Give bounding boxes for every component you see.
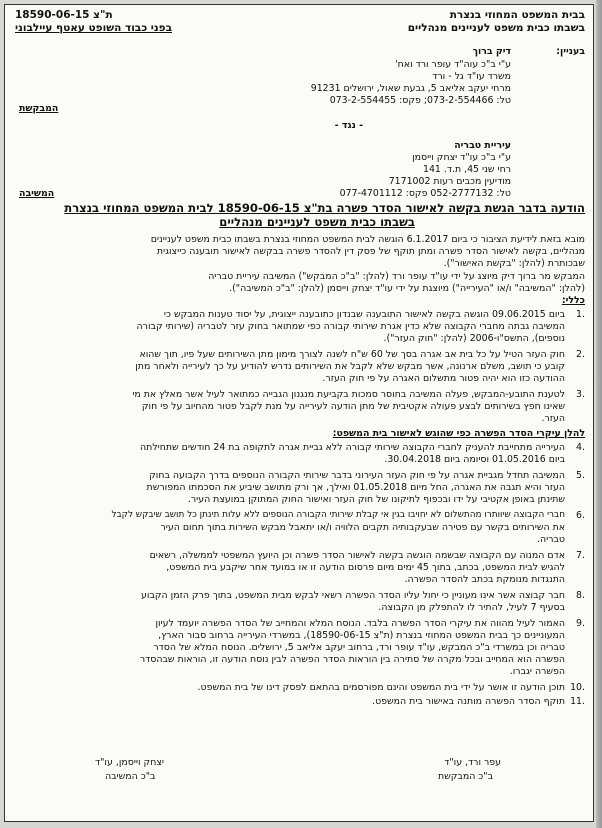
section-heading-settlement: להלן עיקרי הסדר הפשרה כפי שהוגש לאישור בית המשפט: (332, 428, 585, 439)
item-number: 11. (570, 696, 585, 707)
item-number: 1. (576, 309, 585, 320)
item-line: בסעיף 7 לעיל, להתיר לו להתפלק מן הקבוצה. (378, 602, 565, 613)
respondent-line: טל: 052-2777132 פקס: 077-4701112 (339, 188, 511, 199)
item-line: חבר קבוצה אשר אינו מעוניין כי יחול עליו הסדר הפשרה רשאי לבקש מבית המשפט, בתוך פרק הזמן הקבוע (141, 590, 565, 601)
versus: - נגד - (334, 120, 363, 131)
item-line: המשיבה תחדל מגביית אגרה על פי חוק העזר העירוני בדבר שירותי הקבורה הנוספים בדרך הקבועה בחוק (149, 470, 565, 481)
intro-line: (להלן: "המשיבה" ו/או "העירייה") מיוצגת על ידי עו"ד יצחק וייסמן (להלן: "ב"כ המשיבה"). (229, 283, 585, 294)
petitioner-intro: בעניין: (556, 46, 585, 57)
item-line: העירייה מתחייבת להעניק לחברי הקבוצה שירותי קבורה ללא גביית אגרה לתקופה בת 24 חודשים שתחילתה (140, 442, 565, 453)
item-line: להגיש לבית המשפט, בכתב, בתוך 45 ימים מיום פרסום הודעה זו או במועד אחר שיקבע בית המשפט, (166, 562, 565, 573)
notice-title-line2: בשבתו כבית משפט לעניינים מנהליים (219, 215, 415, 229)
section-heading-general: כללי: (561, 295, 585, 306)
item-line: ההודעה כזו הוא יהיה פטור מתשלום האגרה על פי חוק העזר. (322, 373, 565, 384)
court-session: בשבתו כבית משפט לעניינים מנהליים (407, 22, 585, 34)
item-number: 6. (576, 510, 585, 521)
item-number: 2. (576, 349, 585, 360)
signature-petitioner-counsel: עפר ורד, עו"ד (444, 757, 501, 768)
item-line: חוק העזר הטיל על כל בית אב אגרה בסך של 60 ש"ח לשנה לצורך מימון מתן השירותים שעל פיו, תוך שהוא (139, 349, 565, 360)
item-line: הפשרה יגברו. (509, 666, 565, 677)
petitioner-line: משרד עו"ד גל - ורד (432, 71, 511, 82)
item-line: תוכן הודעה זו אושר על ידי בית המשפט והינם מפורסמים בהתאם לפסק דינו של בית המשפט. (197, 682, 565, 693)
judge-name: בפני כבוד השופט עאטף עיילבוני (15, 22, 172, 34)
item-line: העזר. (541, 413, 565, 424)
item-line: אדם המנוה עם הקבוצה שבשמה הוגשה בקשה לאישור הסדר פשרה וכן היועץ המשפטי לממשלה, רשאים (149, 550, 565, 561)
petitioner-name: דיק ברוך (472, 46, 511, 57)
item-number: 10. (570, 682, 585, 693)
item-line: קובע כי תושב, משלם ארנונה, אשר מבקש שלא לקבל את השירותים נדרש להודיע על כך לעירייה ולאחר מתן (135, 361, 565, 372)
item-line: לטענת התובע-המבקש, פעלה המשיבה בחוסר סמכות בקביעת מנגנון הגבייה כמתואר לעיל אשר מאלץ את מי (132, 389, 565, 400)
petitioner-line: מרחי יעקב אליאב 5, גבעת שאול, ירושלים 91231 (310, 83, 511, 94)
intro-line: שבכותרת (להלן: "בקשת האישור"). (443, 258, 585, 269)
intro-line: מובא בזאת לידיעת הציבור כי ביום 6.1.2017 הוגשה לבית המשפט המחוזי בנצרת בשבתו כבית משפט לעניינים (150, 234, 585, 245)
respondent-role: המשיבה (19, 188, 55, 199)
petitioner-line: טל: 073-2-554466; פקס: 073-2-554455 (329, 95, 511, 106)
item-line: חברי הקבוצה שיוותרו מהתשלום לא יחויבו בגין אי קבלת שירותי הקבורה הנוספים ללא עלות תינתן כל תושב שיבקש לקבל (111, 510, 565, 520)
case-number: ת"צ 18590-06-15 (15, 9, 113, 21)
respondent-line: ע"י ב"כ עו"ד יצחק וייסמן (412, 152, 511, 163)
item-line: ביום 09.06.2015 הוגשה בקשה לאישור התובענה שבנדון כתובענה ייצוגית, על יסוד טענות המבקש כי (163, 309, 565, 320)
item-number: 7. (576, 550, 585, 561)
item-line: טבריה וכן במשרדי ב"כ המבקש, עו"ד עופר ורד, ברחוב יעקב אליאב 5, ירושלים. הנוסח המלא של הסדר (153, 642, 565, 653)
court-name: בבית המשפט המחוזי בנצרת (449, 9, 585, 21)
item-line: תוקף הסדר הפשרה מותנה באישור בית המשפט. (372, 696, 565, 707)
item-line: ביום 01.05.2016 וסיומה ביום 30.04.2018. (384, 454, 565, 465)
adjacent-page-edge (596, 0, 602, 828)
intro-line: מנהליים, בקשה לאישור הסדר פשרה ומתן תוקף של פסק דין להסדר פשרה בבקשה לאישור תובענה כייצוגית (156, 246, 585, 257)
item-line: שאינו חפץ בשירותים לבצע פעולה אקטיבית של מתן הודעה לעירייה על מנת לקבל פטור מהחיוב על פי חוק (141, 401, 565, 412)
intro-line: המבקש מר ברוך דיק מיוצג על ידי עו"ד עופר ורד (להלן: "ב"כ המבקש") המשיבה עיריית טבריה (208, 271, 585, 282)
petitioner-role: המבקשת (19, 103, 59, 114)
petitioner-line: ע"י ב"כ עוה"ד עופר ורד ואח' (395, 59, 511, 70)
item-number: 9. (576, 618, 585, 629)
signature-petitioner-role: ב"כ המבקשת (437, 771, 493, 782)
item-line: שתינתן באופן אקטיבי על ידו ובכפוף לתיקונו של חוק העזר ואישור החוק המתוקן במועצת העיר. (187, 494, 565, 505)
signature-respondent-role: ב"כ המשיבה (105, 771, 156, 782)
item-number: 5. (576, 470, 585, 481)
item-line: נוספים), התשס"ו-2006 (להלן: "חוק העזר"). (383, 333, 565, 344)
item-line: התנגדות מנומקת בכתב להסדר הפשרה. (404, 574, 565, 585)
item-line: המעוניינים כך בבית המשפט המחוזי בנצרת (ת"צ 18590-06-15), במשרדי העירייה ברחוב סבור הארץ, (158, 630, 565, 641)
item-line: המשיבה גבתה מחברי הקבוצה שלא כדין אגרת שירותי קבורה כפי שמתואר בחוק עזר לטבריה (שירותי קבורה (136, 321, 565, 332)
item-line: האמור לעיל מהווה את עיקרי הסדר הפשרה בלבד. הנוסח המלא והמחייב של הסדר הפשרה יועמד לעיון (155, 618, 565, 629)
item-number: 8. (576, 590, 585, 601)
respondent-line: רחי שני 45, ת.ד. 141 (423, 164, 511, 175)
item-line: העזר והיא תגבה את האגרה, החל מיום 01.05.2018 ואילך, אך ורק מתושב שיביע את הסכמתו המפורשת (146, 482, 565, 493)
item-line: טבריה. (537, 534, 565, 545)
respondent-name: עיריית טבריה (454, 140, 511, 151)
notice-title: הודעה בדבר הגשת בקשה לאישור הסדר פשרה בת"צ 18590-06-15 לבית המשפט המחוזי בנצרת (64, 201, 585, 215)
item-line: הפשרה הוא המחייב ובכל מקרה של סתירה בין הוראות הסדר הפשרה לבין נוסח הודעה זו, הוראות שבהסדר (139, 654, 565, 665)
legal-notice (4, 4, 594, 822)
item-number: 3. (576, 389, 585, 400)
item-number: 4. (576, 442, 585, 453)
signature-respondent-counsel: יצחק וייסמן, עו"ד (95, 757, 164, 768)
item-line: את השירותים בקשר עם פטירה שבעקבותיה תקבים הלוויה ו/או יתאבל מבקש השירות בתוך תחום העיר (160, 522, 565, 533)
respondent-line: מודיעין מכבים רעות 7171002 (388, 176, 511, 187)
